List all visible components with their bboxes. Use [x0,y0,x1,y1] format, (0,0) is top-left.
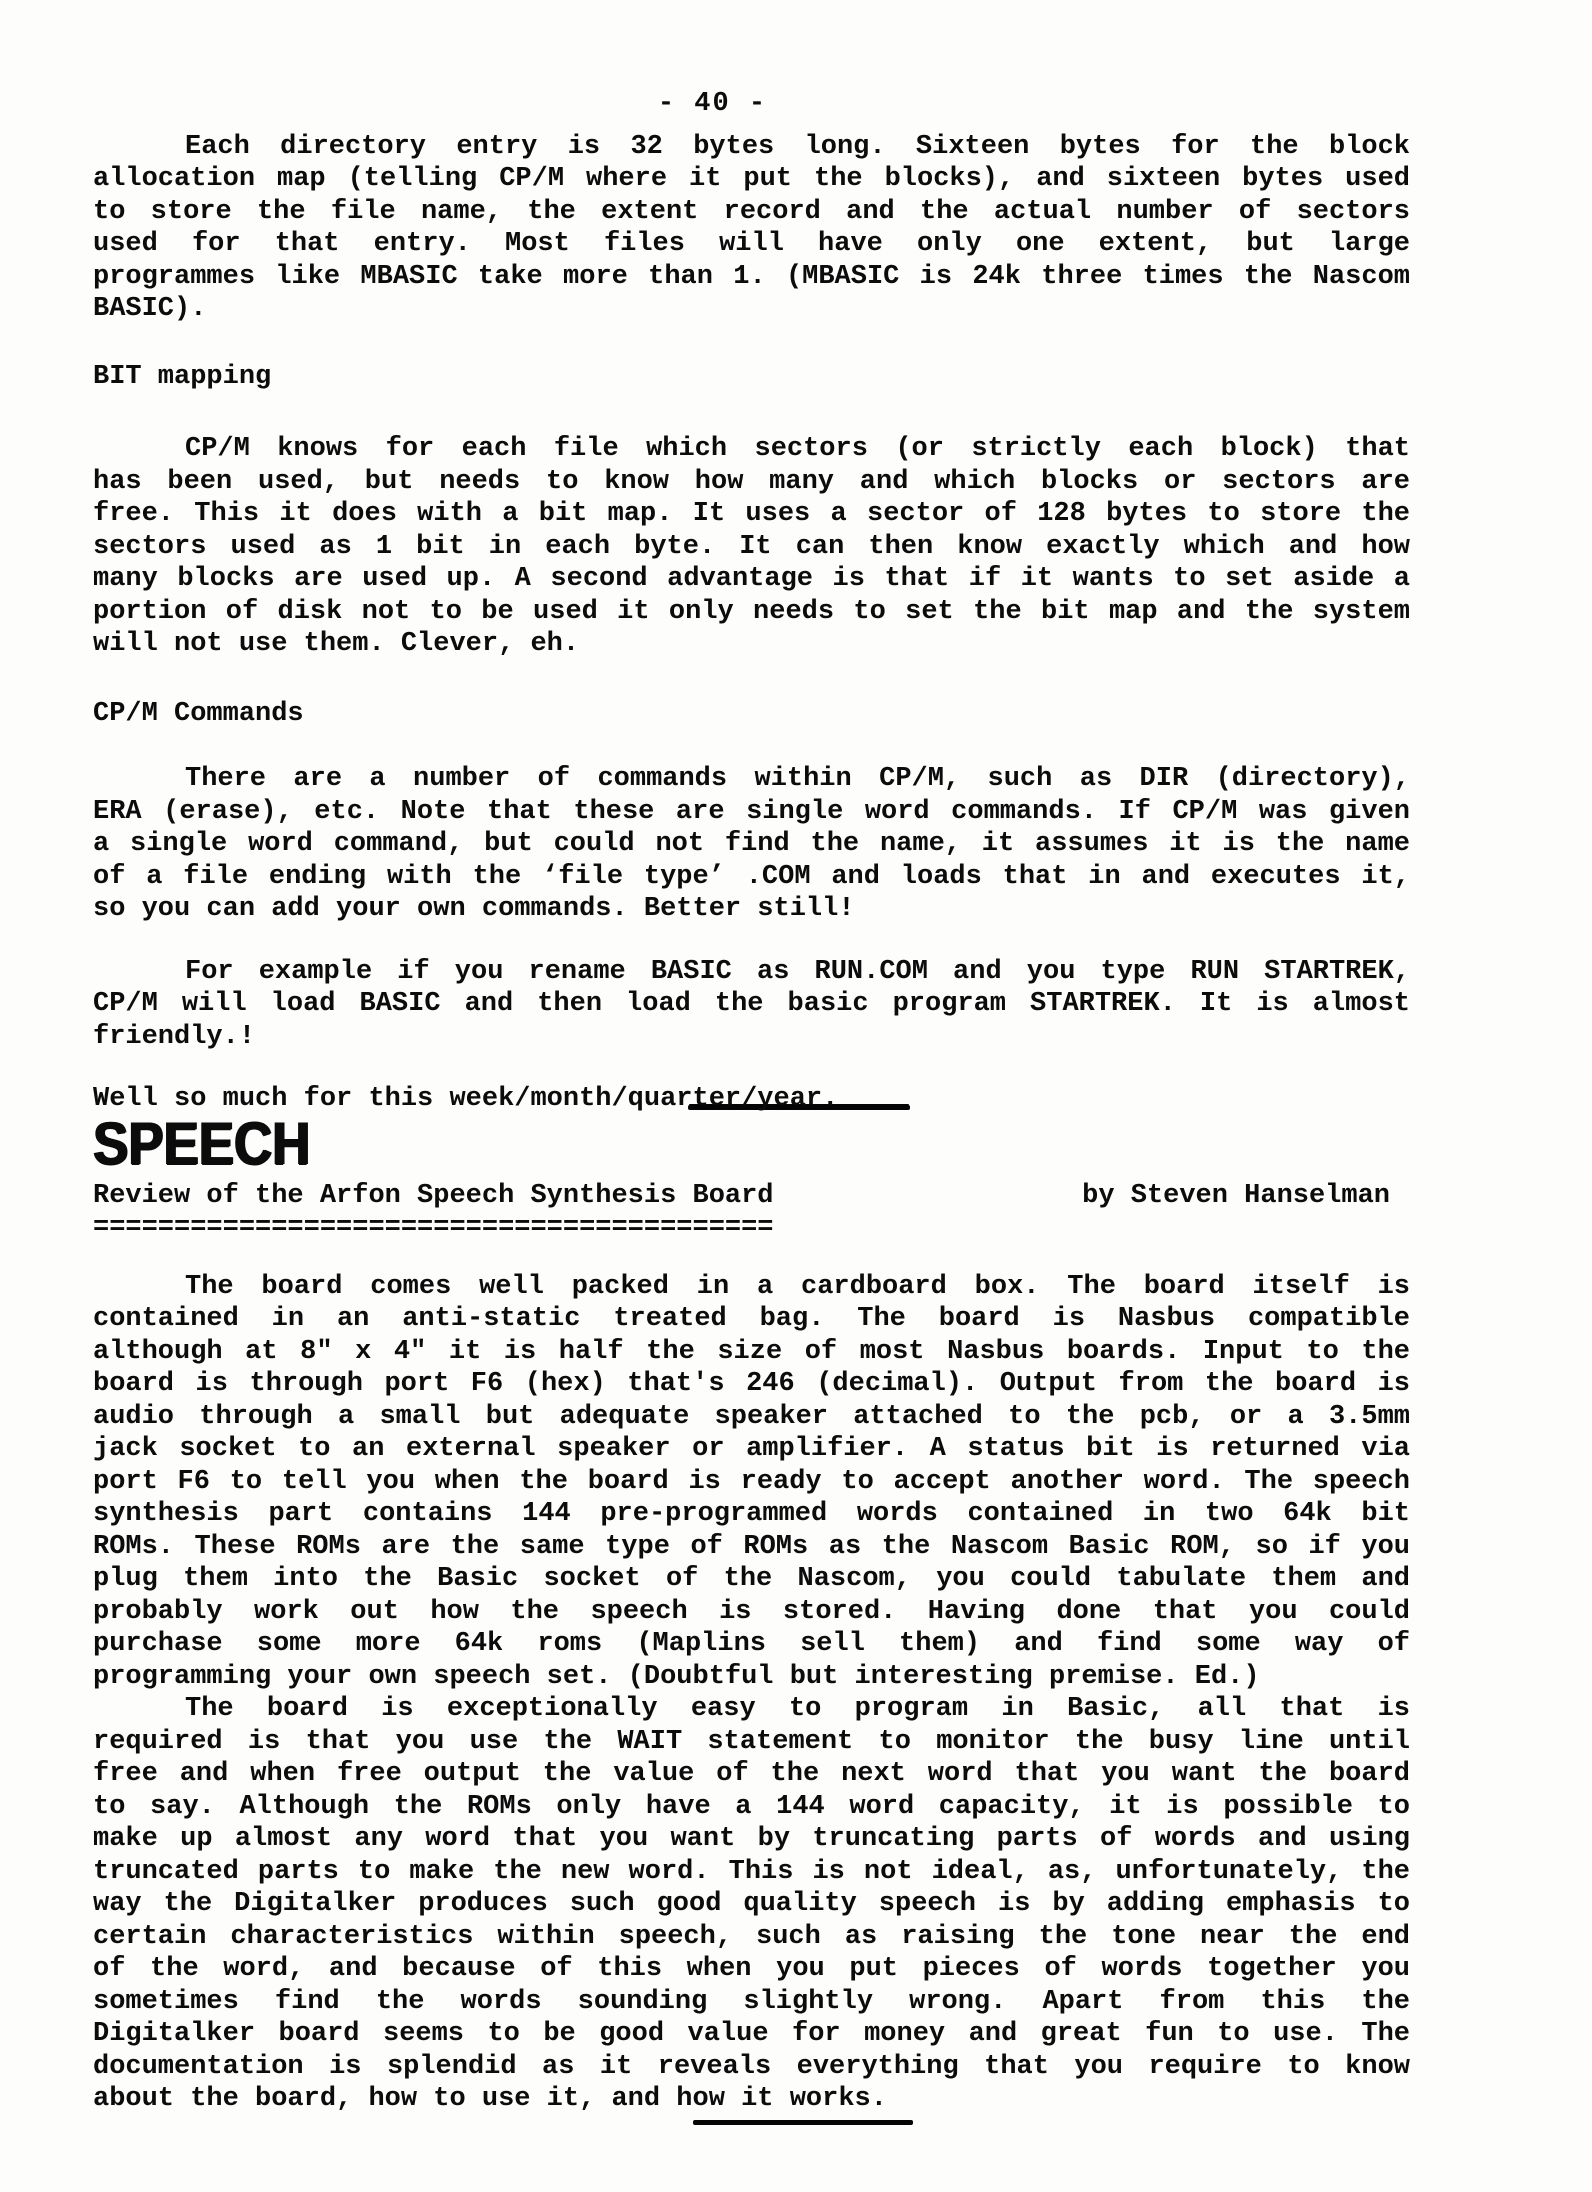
text-line: about the board, how to use it, and how it works. [93,2084,887,2114]
text-line: sectors used as 1 bit in each byte. It can then know exactly which and how [93,531,1410,562]
text-line: The board comes well packed in a cardboard box. The board itself is [185,1271,1410,1302]
review-author: by Steven Hanselman [1082,1180,1390,1211]
text-line: synthesis part contains 144 pre-programmed words contained in two 64k bit [93,1499,1410,1529]
text-line: make up almost any word that you want by truncating parts of words and using [93,1824,1410,1854]
text-line: board is through port F6 (hex) that's 246 (decimal). Output from the board is [93,1369,1410,1399]
text-line: programming your own speech set. (Doubtful but interesting premise. Ed.) [93,1661,1260,1692]
text-line: Digitalker board seems to be good value for money and great fun to use. The [93,2019,1410,2049]
text-line: plug them into the Basic socket of the Nascom, you could tabulate them and [93,1564,1410,1594]
text-line: portion of disk not to be used it only needs to set the bit map and the system [93,596,1410,627]
text-line: audio through a small but adequate speaker attached to the pcb, or a 3.5mm [93,1401,1410,1432]
byline-row [93,1180,1410,1213]
text-line: port F6 to tell you when the board is ready to accept another word. The speech [93,1466,1410,1497]
text-line: certain characteristics within speech, such as raising the tone near the end [93,1921,1410,1952]
text-line: truncated parts to make the new word. This is not ideal, as, unfortunately, the [93,1856,1410,1887]
text-line: documentation is splendid as it reveals everything that you require to know [93,2051,1410,2082]
paragraph-bit-mapping [93,433,1410,661]
paragraph-directory-entry [93,131,1410,326]
section-heading-bit-mapping: BIT mapping [93,361,272,392]
text-line: of the word, and because of this when you put pieces of words together you [93,1954,1410,1984]
text-line: ROMs. These ROMs are the same type of ROMs as the Nascom Basic ROM, so if you [93,1531,1410,1562]
text-line: free. This it does with a bit map. It uses a sector of 128 bytes to store the [93,499,1410,529]
text-line: of a file ending with the ‘file type’ .COM and loads that in and executes it, [93,861,1410,892]
text-line: There are a number of commands within CP/M, such as DIR (directory), [185,764,1410,794]
text-line: For example if you rename BASIC as RUN.COM and you type RUN STARTREK, [185,956,1410,987]
text-line: free and when free output the value of the next word that you want the board [93,1759,1410,1789]
text-line: friendly.! [93,1021,256,1052]
text-line: probably work out how the speech is stored. Having done that you could [93,1596,1410,1627]
paragraph-run-example [93,956,1410,1054]
text-line: many blocks are used up. A second advantage is that if it wants to set aside a [93,564,1410,594]
section-heading-cpm-commands: CP/M Commands [93,698,304,729]
paragraph-speech-programming [93,1693,1410,2116]
text-line: The board is exceptionally easy to program in Basic, all that is [185,1694,1410,1724]
text-line: BASIC). [93,294,207,324]
text-line: ERA (erase), etc. Note that these are single word commands. If CP/M was given [93,796,1410,827]
text-line: programmes like MBASIC take more than 1. (MBASIC is 24k three times the Nascom [93,261,1410,292]
text-line: a single word command, but could not find the name, it assumes it is the name [93,829,1410,859]
text-line: contained in an anti-static treated bag. The board is Nasbus compatible [93,1304,1410,1334]
article-title-speech: SPEECH [93,1109,311,1177]
text-line: will not use them. Clever, eh. [93,629,580,659]
paragraph-speech-intro [93,1271,1410,1694]
text-line: to say. Although the ROMs only have a 144 word capacity, it is possible to [93,1791,1410,1822]
page-number: - 40 - [657,89,768,119]
text-line: has been used, but needs to know how many and which blocks or sectors are [93,466,1410,497]
text-line: CP/M will load BASIC and then load the basic program STARTREK. It is almost [93,989,1410,1019]
text-line: allocation map (telling CP/M where it put the blocks), and sixteen bytes used [93,164,1410,194]
closing-line: Well so much for this week/month/quarter/year. [93,1084,839,1114]
text-line: to store the file name, the extent record and the actual number of sectors [93,196,1410,227]
text-line: way the Digitalker produces such good quality speech is by adding emphasis to [93,1889,1410,1919]
text-line: required is that you use the WAIT statement to monitor the busy line until [93,1726,1410,1757]
text-line: Each directory entry is 32 bytes long. Sixteen bytes for the block [185,131,1410,162]
text-line: although at 8" x 4" it is half the size of most Nasbus boards. Input to the [93,1336,1410,1367]
text-line: so you can add your own commands. Better still! [93,894,855,924]
text-line: purchase some more 64k roms (Maplins sell them) and find some way of [93,1629,1410,1659]
review-title-underline: ========================================== [93,1213,774,1243]
text-line: CP/M knows for each file which sectors (or strictly each block) that [185,434,1410,464]
text-line: used for that entry. Most files will have only one extent, but large [93,229,1410,259]
text-line: sometimes find the words sounding slightly wrong. Apart from this the [93,1986,1410,2017]
paragraph-cpm-commands [93,763,1410,926]
separator-rule-bottom [693,2120,913,2125]
review-title: Review of the Arfon Speech Synthesis Board [93,1180,774,1211]
text-line: jack socket to an external speaker or amplifier. A status bit is returned via [93,1434,1410,1464]
